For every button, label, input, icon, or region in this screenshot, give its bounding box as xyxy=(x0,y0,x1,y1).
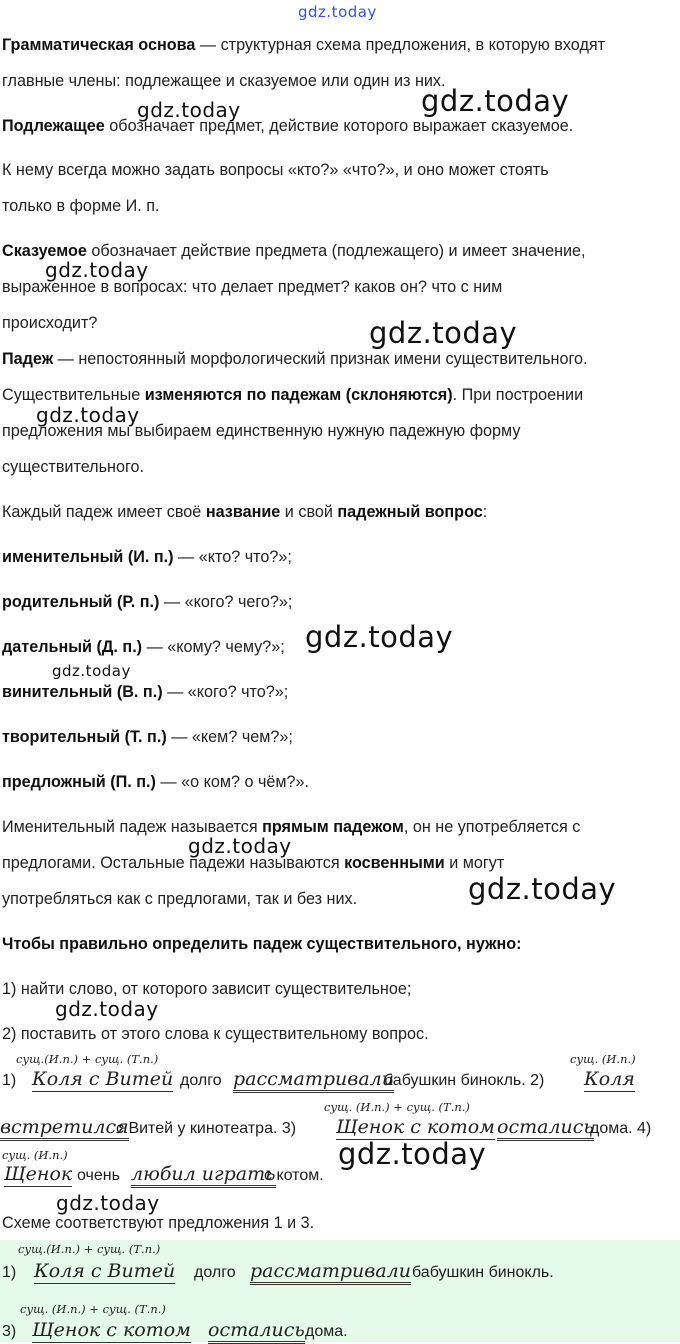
predicate-underline: встретился xyxy=(0,1116,129,1141)
sentence-number: 1) xyxy=(2,1264,17,1281)
watermark-top: gdz.today xyxy=(298,3,377,21)
term: косвенными xyxy=(344,854,445,872)
text: происходит? xyxy=(2,314,98,332)
text: предложения мы выбираем единственную нужную падежную форму xyxy=(2,422,521,440)
text: употребляться как с предлогами, так и без них. xyxy=(2,890,358,908)
text: обозначает действие предмета (подлежащего) и имеет значение, xyxy=(86,242,586,260)
case-name: творительный (Т. п.) xyxy=(2,728,167,746)
text: Каждый падеж имеет своё xyxy=(2,503,206,521)
case-name: родительный (Р. п.) xyxy=(2,593,160,611)
definition-grammatical-basis xyxy=(2,36,605,55)
case-accusative xyxy=(2,683,288,702)
predicate-underline: рассматривали xyxy=(233,1068,394,1093)
case-question: — «кого? что?»; xyxy=(162,683,289,701)
text: очень xyxy=(77,1167,120,1184)
subject-underline: Щенок xyxy=(4,1163,73,1185)
case-question: — «кому? чему?»; xyxy=(142,638,285,656)
text: Схеме соответствуют предложения 1 и 3. xyxy=(2,1214,315,1232)
term: Падеж xyxy=(2,350,54,368)
text: бабушкин бинокль. 2) xyxy=(384,1072,545,1089)
predicate-underline: любил играть xyxy=(131,1163,276,1188)
term: Грамматическая основа xyxy=(2,36,196,54)
text: Именительный падеж называется xyxy=(2,818,263,836)
subject-underline: Щенок с котом xyxy=(336,1116,495,1138)
case-dative xyxy=(2,638,285,657)
text: и свой xyxy=(280,503,338,521)
term: изменяются по падежам (склоняются) xyxy=(144,386,453,404)
annotation-scheme: сущ. (И.п.) xyxy=(570,1052,636,1066)
watermark: gdz.today xyxy=(55,997,159,1021)
term: Чтобы правильно определить падеж существительного, нужно: xyxy=(2,935,522,953)
text: дома. xyxy=(305,1323,348,1340)
subject-underline: Щенок с котом xyxy=(32,1319,191,1341)
watermark: gdz.today xyxy=(305,620,454,654)
annotation-scheme: сущ. (И.п.) xyxy=(2,1148,68,1162)
subject-underline: Коля с Витей xyxy=(34,1260,176,1282)
text: существительного. xyxy=(2,458,145,476)
text: — структурная схема предложения, в которую входят xyxy=(195,36,606,54)
case-name: дательный (Д. п.) xyxy=(2,638,143,656)
case-instrumental xyxy=(2,728,293,747)
case-name: именительный (И. п.) xyxy=(2,548,174,566)
term: Подлежащее xyxy=(2,117,105,135)
predicate-underline: остались xyxy=(497,1116,594,1141)
text-line xyxy=(2,72,446,91)
text: Существительные xyxy=(2,386,145,404)
predicate-underline: рассматривали xyxy=(250,1260,411,1285)
text: К нему всегда можно задать вопросы «кто?» «что?», и оно может стоять xyxy=(2,161,549,179)
text-line xyxy=(2,197,159,216)
watermark: gdz.today xyxy=(56,1191,160,1215)
text: 2) поставить от этого слова к существительному вопрос. xyxy=(2,1025,429,1043)
watermark: gdz.today xyxy=(52,662,131,680)
case-nominative xyxy=(2,548,292,567)
text: 1) найти слово, от которого зависит существительное; xyxy=(2,980,412,998)
text-line xyxy=(2,890,357,909)
text: только в форме И. п. xyxy=(2,197,160,215)
watermark: gdz.today xyxy=(369,316,518,350)
case-genitive xyxy=(2,593,292,612)
text: обозначает предмет, действие которого выражает сказуемое. xyxy=(104,117,574,135)
case-prepositional xyxy=(2,773,309,792)
case-question: — «о ком? о чём?». xyxy=(155,773,310,791)
text: — непостоянный морфологический признак имени существительного. xyxy=(53,350,588,368)
watermark: gdz.today xyxy=(188,834,292,858)
definition-subject xyxy=(2,117,573,136)
annotation-scheme: сущ.(И.п.) + сущ. (Т.п.) xyxy=(18,1242,161,1256)
text: с Витей у кинотеатра. 3) xyxy=(116,1120,297,1137)
watermark: gdz.today xyxy=(36,403,140,427)
text-line xyxy=(2,458,144,477)
text: с котом. xyxy=(264,1167,324,1184)
answer-block xyxy=(0,1240,680,1342)
text: . При построении xyxy=(452,386,584,404)
watermark: gdz.today xyxy=(338,1137,487,1171)
sentence-number: 1) xyxy=(2,1072,17,1089)
annotation-scheme: сущ. (И.п.) + сущ. (Т.п.) xyxy=(324,1100,470,1114)
case-name: предложный (П. п.) xyxy=(2,773,156,791)
text: дома. 4) xyxy=(590,1120,652,1137)
instruction-heading xyxy=(2,935,522,954)
step-2 xyxy=(2,1025,429,1044)
watermark: gdz.today xyxy=(137,98,241,122)
watermark: gdz.today xyxy=(421,84,570,118)
annotation-scheme: сущ. (И.п.) + сущ. (Т.п.) xyxy=(20,1302,166,1316)
annotation-scheme: сущ.(И.п.) + сущ. (Т.п.) xyxy=(16,1052,159,1066)
text: бабушкин бинокль. xyxy=(412,1264,554,1281)
text-line xyxy=(2,314,97,333)
subject-underline: Коля xyxy=(584,1068,635,1090)
term: прямым падежом xyxy=(262,818,404,836)
term: Сказуемое xyxy=(2,242,87,260)
term: название xyxy=(205,503,281,521)
text: предлогами. Остальные падежи называются xyxy=(2,854,345,872)
case-name: винительный (В. п.) xyxy=(2,683,163,701)
watermark: gdz.today xyxy=(468,872,617,906)
definition-case xyxy=(2,350,588,369)
subject-underline: Коля с Витей xyxy=(32,1068,174,1090)
predicate-underline: остались xyxy=(208,1319,305,1344)
case-question: — «кого? чего?»; xyxy=(159,593,293,611)
case-question: — «кто? что?»; xyxy=(173,548,292,566)
watermark: gdz.today xyxy=(45,258,149,282)
text: главные члены: подлежащее и сказуемое или один из них. xyxy=(2,72,446,90)
text: , он не употребляется с xyxy=(403,818,581,836)
summary xyxy=(2,1214,314,1233)
sentence-number: 3) xyxy=(2,1323,17,1340)
text: выраженное в вопросах: что делает предмет? каков он? что с ним xyxy=(2,278,503,296)
text: долго xyxy=(194,1264,236,1281)
term: падежный вопрос xyxy=(337,503,483,521)
text-line xyxy=(2,161,549,180)
text-line xyxy=(2,503,487,522)
case-question: — «кем? чем?»; xyxy=(166,728,293,746)
text: и могут xyxy=(444,854,505,872)
text: : xyxy=(482,503,488,521)
text: долго xyxy=(180,1072,222,1089)
